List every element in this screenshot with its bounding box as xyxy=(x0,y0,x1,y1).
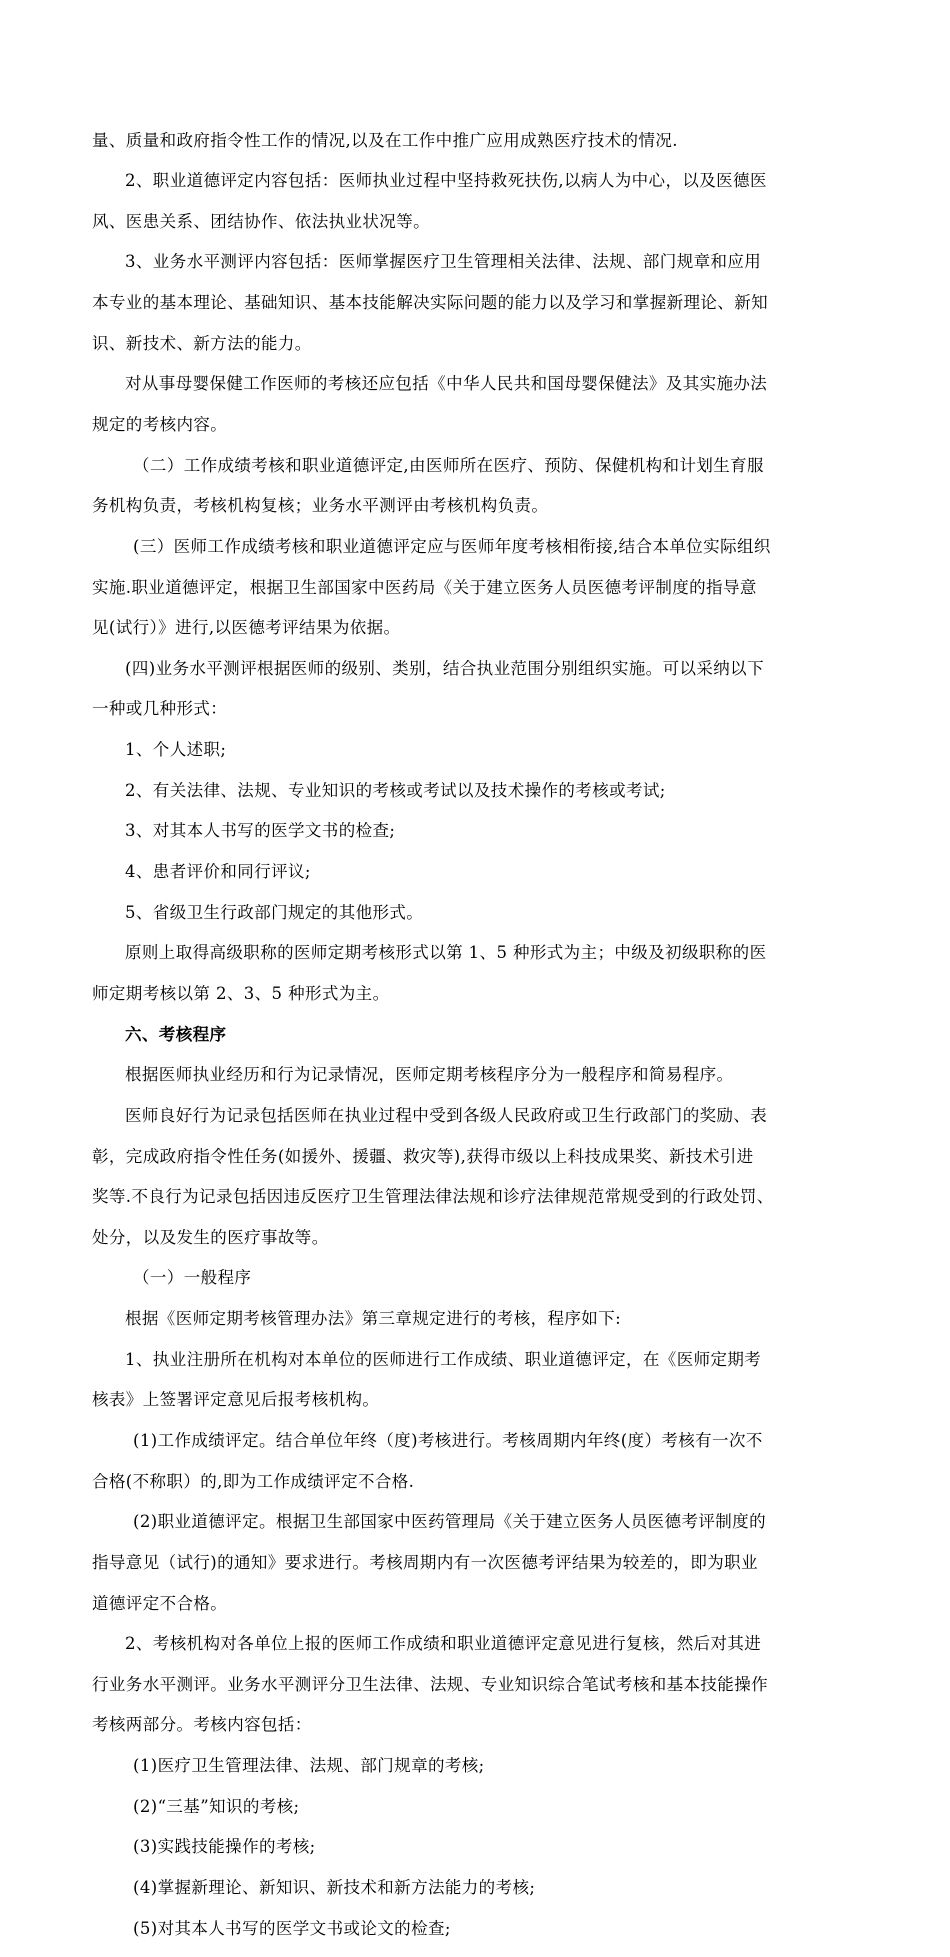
text-line: 规定的考核内容。 xyxy=(92,414,228,434)
text-line: 一种或几种形式： xyxy=(92,699,228,719)
text-line: (2)职业道德评定。根据卫生部国家中医药管理局《关于建立医务人员医德考评制度的 xyxy=(133,1512,766,1532)
section-heading: 六、考核程序 xyxy=(125,1024,227,1044)
text-line: 4、患者评价和同行评议; xyxy=(125,862,311,882)
list-item: (1)医疗卫生管理法律、法规、部门规章的考核; xyxy=(133,1756,485,1776)
text-line: 3、对其本人书写的医学文书的检查; xyxy=(125,821,396,841)
text-line: 风、医患关系、团结协作、依法执业状况等。 xyxy=(92,211,430,231)
text-line: 根据医师执业经历和行为记录情况，医师定期考核程序分为一般程序和简易程序。 xyxy=(125,1065,734,1085)
text-line: 1、执业注册所在机构对本单位的医师进行工作成绩、职业道德评定，在《医师定期考 xyxy=(125,1349,762,1369)
text-line: (1)工作成绩评定。结合单位年终（度)考核进行。考核周期内年终(度）考核有一次不 xyxy=(133,1431,763,1450)
subsection-heading: （一）一般程序 xyxy=(133,1268,252,1288)
text-line: (三）医师工作成绩考核和职业道德评定应与医师年度考核相衔接,结合本单位实际组织 xyxy=(133,536,771,556)
text-line: 量、质量和政府指令性工作的情况,以及在工作中推广应用成熟医疗技术的情况. xyxy=(92,130,678,150)
list-item: (4)掌握新理论、新知识、新技术和新方法能力的考核; xyxy=(133,1878,536,1898)
text-line: 本专业的基本理论、基础知识、基本技能解决实际问题的能力以及学习和掌握新理论、新知 xyxy=(92,293,768,313)
document-body xyxy=(92,112,860,1957)
list-item: (2)“三基”知识的考核; xyxy=(133,1796,300,1816)
text-line: 见(试行）》进行,以医德考评结果为依据。 xyxy=(92,618,401,638)
text-line: 行业务水平测评。业务水平测评分卫生法律、法规、专业知识综合笔试考核和基本技能操作 xyxy=(92,1674,768,1694)
text-line: 合格(不称职）的,即为工作成绩评定不合格. xyxy=(92,1471,415,1491)
text-line: 处分，以及发生的医疗事故等。 xyxy=(92,1227,329,1247)
text-line: 医师良好行为记录包括医师在执业过程中受到各级人民政府或卫生行政部门的奖励、表 xyxy=(125,1105,768,1125)
text-line: 实施.职业道德评定，根据卫生部国家中医药局《关于建立医务人员医德考评制度的指导意 xyxy=(92,577,757,597)
text-line: 彰，完成政府指令性任务(如援外、援疆、救灾等),获得市级以上科技成果奖、新技术引进 xyxy=(92,1146,754,1166)
text-line: 师定期考核以第 2、3、5 种形式为主。 xyxy=(92,983,390,1003)
text-line: 奖等.不良行为记录包括因违反医疗卫生管理法律法规和诊疗法律规范常规受到的行政处罚、 xyxy=(92,1187,774,1207)
text-line: 根据《医师定期考核管理办法》第三章规定进行的考核，程序如下: xyxy=(125,1309,622,1329)
text-line: 考核两部分。考核内容包括： xyxy=(92,1715,312,1735)
text-line: 2、职业道德评定内容包括：医师执业过程中坚持救死扶伤,以病人为中心，以及医德医 xyxy=(125,171,767,191)
text-line: 核表》上签署评定意见后报考核机构。 xyxy=(92,1390,380,1410)
text-line: 原则上取得高级职称的医师定期考核形式以第 1、5 种形式为主；中级及初级职称的医 xyxy=(125,943,767,963)
list-item: (5)对其本人书写的医学文书或论文的检查; xyxy=(133,1918,451,1938)
text-line: (四)业务水平测评根据医师的级别、类别，结合执业范围分别组织实施。可以采纳以下 xyxy=(125,658,764,678)
text-line: 务机构负责，考核机构复核；业务水平测评由考核机构负责。 xyxy=(92,496,549,516)
text-line: 2、考核机构对各单位上报的医师工作成绩和职业道德评定意见进行复核，然后对其进 xyxy=(125,1634,762,1654)
text-line: 对从事母婴保健工作医师的考核还应包括《中华人民共和国母婴保健法》及其实施办法 xyxy=(125,374,768,394)
text-line: 识、新技术、新方法的能力。 xyxy=(92,333,312,353)
text-line: （二）工作成绩考核和职业道德评定,由医师所在医疗、预防、保健机构和计划生育服 xyxy=(133,455,764,475)
text-line: 1、个人述职; xyxy=(125,740,227,760)
text-line: 2、有关法律、法规、专业知识的考核或考试以及技术操作的考核或考试; xyxy=(125,780,666,800)
text-line: 道德评定不合格。 xyxy=(92,1593,228,1613)
text-line: 3、业务水平测评内容包括：医师掌握医疗卫生管理相关法律、法规、部门规章和应用 xyxy=(125,252,762,272)
text-line: 指导意见（试行)的通知》要求进行。考核周期内有一次医德考评结果为较差的，即为职业 xyxy=(92,1552,758,1572)
text-line: 5、省级卫生行政部门规定的其他形式。 xyxy=(125,902,424,922)
list-item: (3)实践技能操作的考核; xyxy=(133,1837,316,1857)
